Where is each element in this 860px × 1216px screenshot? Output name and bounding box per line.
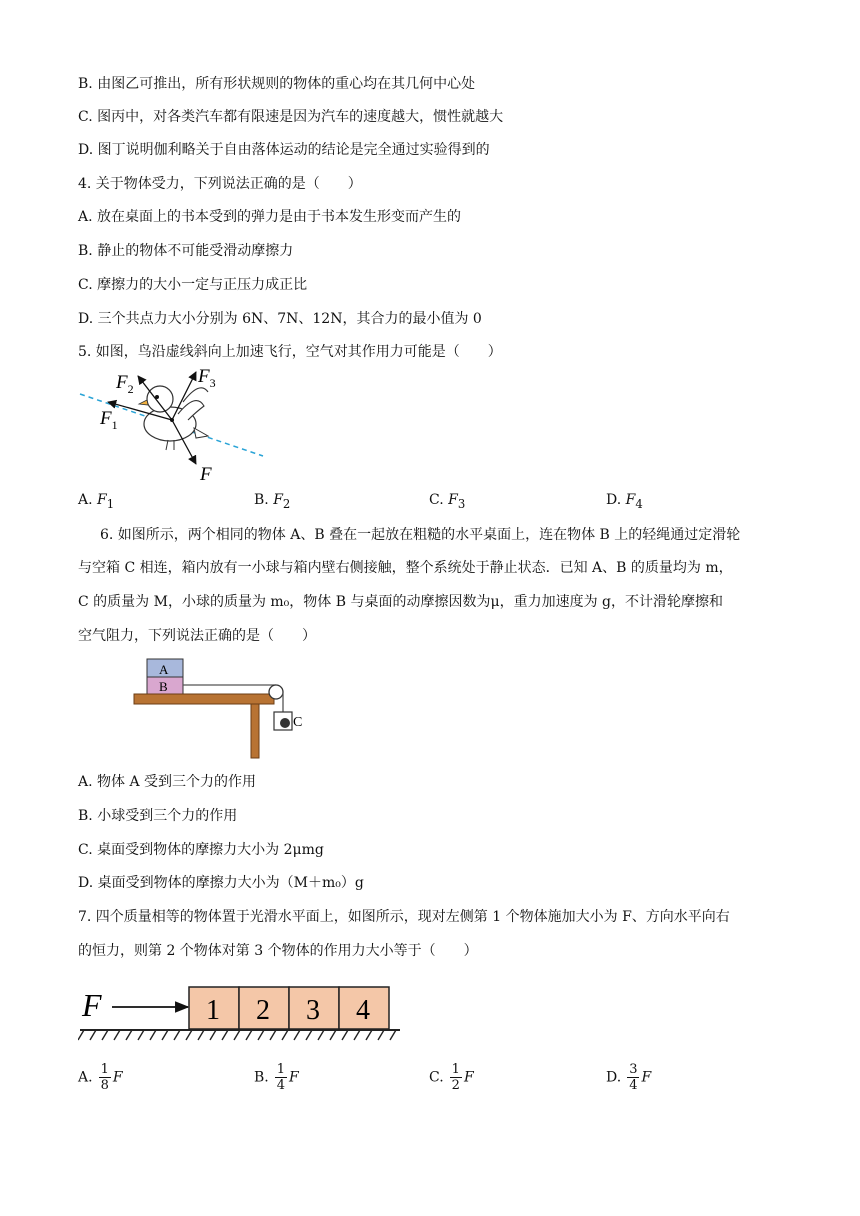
svg-text:1: 1 — [206, 995, 220, 1026]
label-f1: $F_1$ — [100, 408, 118, 432]
label-f2: $F_2$ — [116, 372, 134, 396]
q6-pulley-figure — [130, 656, 310, 760]
q3-option-b: B. 由图乙可推出，所有形状规则的物体的重心均在其几何中心处 — [78, 76, 476, 92]
q7-option-b: B. $\frac{1}{4}$ F — [254, 1062, 299, 1093]
svg-text:C: C — [293, 715, 303, 730]
q7-options — [78, 1062, 778, 1102]
table-leg — [251, 704, 259, 758]
q6-option-d: D. 桌面受到物体的摩擦力大小为（M＋m₀）g — [78, 875, 364, 891]
q7-stem-line-1: 7. 四个质量相等的物体置于光滑水平面上，如图所示，现对左侧第 1 个物体施加大小为 F、方向水平向右 — [78, 909, 730, 925]
q6-stem-line-2: 与空箱 C 相连，箱内放有一小球与箱内壁右侧接触，整个系统处于静止状态．已知 A、B 的质量均为 m， — [78, 560, 733, 576]
q4-option-a: A. 放在桌面上的书本受到的弹力是由于书本发生形变而产生的 — [78, 209, 462, 225]
svg-text:B: B — [159, 679, 168, 694]
q7-option-d: D. $\frac{3}{4}$ F — [606, 1062, 652, 1093]
q4-stem: 4. 关于物体受力，下列说法正确的是（ ） — [78, 176, 362, 192]
q5-stem: 5. 如图，鸟沿虚线斜向上加速飞行，空气对其作用力可能是（ ） — [78, 344, 502, 360]
q6-option-a: A. 物体 A 受到三个力的作用 — [78, 774, 257, 790]
svg-text:3: 3 — [306, 995, 320, 1026]
q3-option-c: C. 图丙中，对各类汽车都有限速是因为汽车的速度越大，惯性就越大 — [78, 109, 504, 125]
q4-option-c: C. 摩擦力的大小一定与正压力成正比 — [78, 277, 308, 293]
pulley-icon — [269, 685, 283, 699]
q7-option-a: A. $\frac{1}{8}$ F — [78, 1062, 123, 1093]
q5-bird-figure — [78, 362, 278, 487]
ground-hatch — [78, 1030, 396, 1040]
q7-blocks-figure — [78, 980, 408, 1050]
q4-option-b: B. 静止的物体不可能受滑动摩擦力 — [78, 243, 294, 259]
svg-text:2: 2 — [256, 995, 270, 1026]
svg-text:A: A — [159, 662, 169, 677]
svg-text:4: 4 — [356, 995, 370, 1026]
q7-option-c: C. $\frac{1}{2}$ F — [429, 1062, 474, 1093]
q6-option-c: C. 桌面受到物体的摩擦力大小为 2μmg — [78, 842, 324, 858]
q5-option-b: B. $F_2$ — [254, 492, 291, 511]
table-top — [134, 694, 274, 704]
q4-option-d: D. 三个共点力大小分别为 6N、7N、12N，其合力的最小值为 0 — [78, 311, 482, 327]
label-force-f: F — [82, 987, 102, 1023]
q6-stem-line-4: 空气阻力，下列说法正确的是（ ） — [78, 628, 316, 644]
q3-option-d: D. 图丁说明伽利略关于自由落体运动的结论是完全通过实验得到的 — [78, 142, 490, 158]
q6-stem-line-1: 6. 如图所示，两个相同的物体 A、B 叠在一起放在粗糙的水平桌面上，连在物体 B 上的轻绳通过定滑轮 — [100, 527, 741, 543]
q5-options — [78, 492, 778, 520]
q5-option-d: D. $F_4$ — [606, 492, 643, 511]
q6-stem-line-3: C 的质量为 M，小球的质量为 m₀，物体 B 与桌面的动摩擦因数为μ，重力加速度为 g，不计滑轮摩擦和 — [78, 594, 723, 610]
label-f: F — [200, 464, 212, 485]
q5-option-a: A. $F_1$ — [78, 492, 115, 511]
q7-stem-line-2: 的恒力，则第 2 个物体对第 3 个物体的作用力大小等于（ ） — [78, 943, 478, 959]
ball-icon — [280, 718, 290, 728]
label-f3: $F_3$ — [198, 366, 216, 390]
q5-option-c: C. $F_3$ — [429, 492, 466, 511]
q6-option-b: B. 小球受到三个力的作用 — [78, 808, 238, 824]
